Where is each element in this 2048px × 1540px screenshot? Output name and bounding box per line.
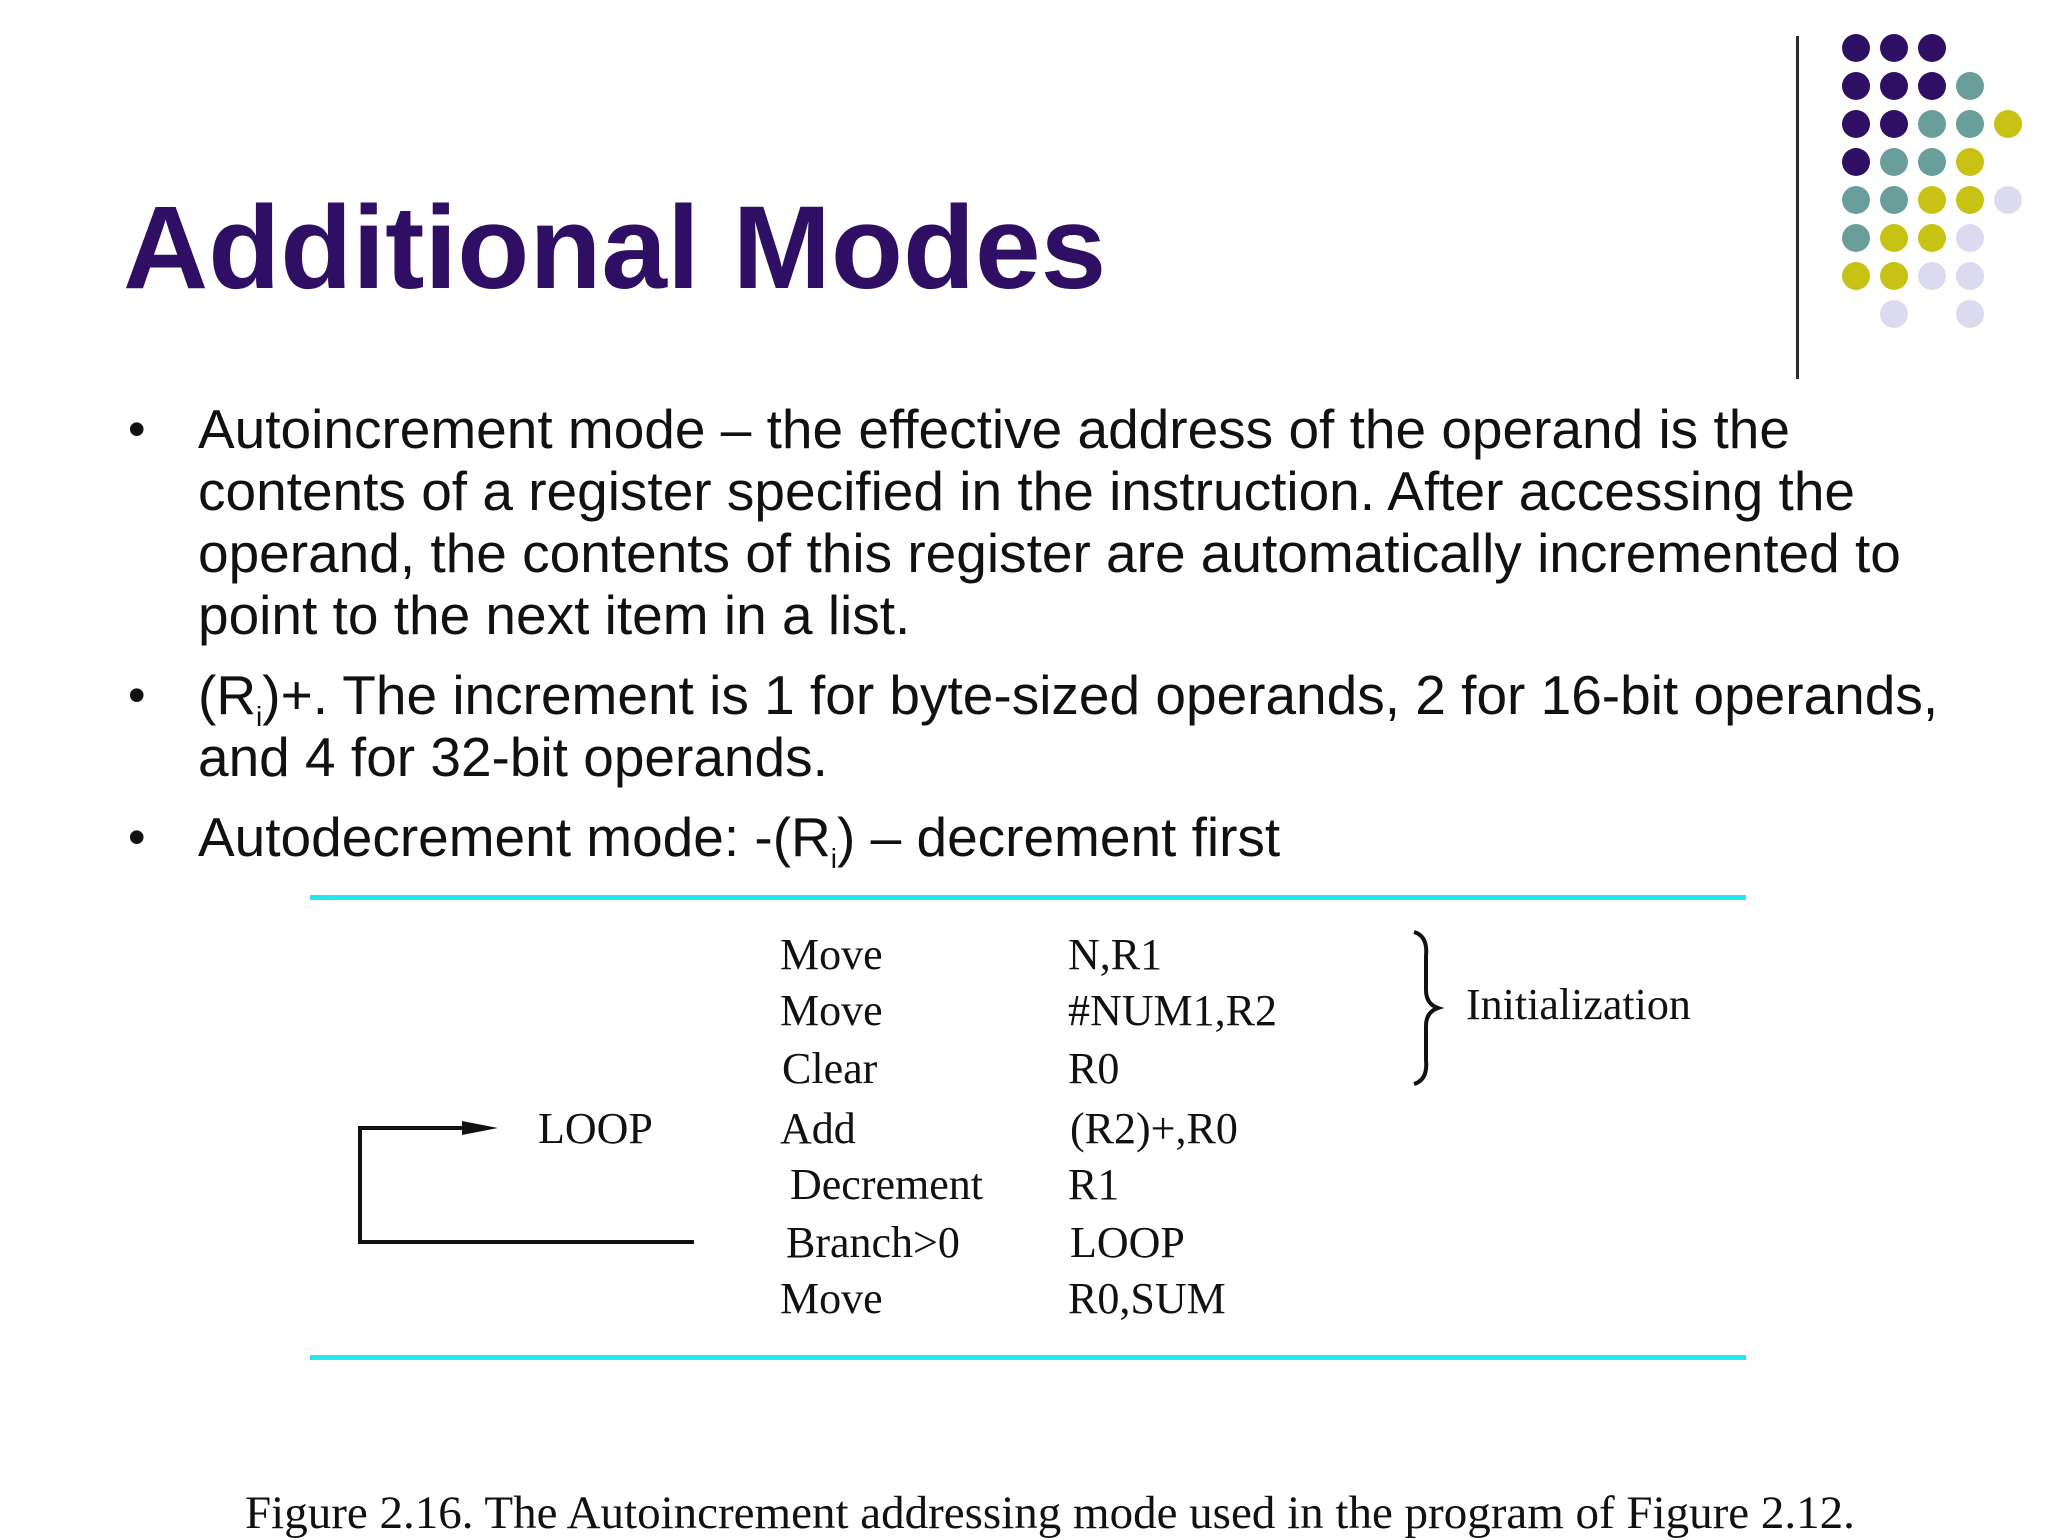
- instruction-op: Branch>0: [786, 1218, 960, 1267]
- dot-decoration: [1842, 224, 1870, 252]
- bullet-item: [120, 806, 1980, 874]
- dot-decoration: [1994, 186, 2022, 214]
- dot-decoration: [1918, 72, 1946, 100]
- dot-decoration: [1842, 72, 1870, 100]
- bullet-item: [120, 398, 1980, 646]
- dot-decoration: [1880, 186, 1908, 214]
- instruction-operand: #NUM1,R2: [1068, 986, 1278, 1035]
- dot-decoration: [1956, 300, 1984, 328]
- dot-decoration: [1880, 300, 1908, 328]
- instruction-operand: N,R1: [1068, 930, 1163, 979]
- dot-decoration: [1880, 110, 1908, 138]
- dot-decoration: [1880, 224, 1908, 252]
- dot-decoration: [1956, 110, 1984, 138]
- initialization-brace: [1414, 932, 1438, 1084]
- slide-title: Additional Modes: [123, 182, 1107, 314]
- dot-decoration: [1918, 262, 1946, 290]
- dot-decoration: [1918, 224, 1946, 252]
- brace-label: Initialization: [1466, 980, 1691, 1029]
- instruction-operand: R0,SUM: [1068, 1274, 1226, 1323]
- dot-decoration: [1880, 262, 1908, 290]
- instruction-op: Decrement: [790, 1160, 983, 1209]
- dot-decoration: [1842, 262, 1870, 290]
- dot-decoration: [1842, 110, 1870, 138]
- bullet-item: [120, 664, 1980, 788]
- dot-decoration: [1994, 110, 2022, 138]
- figure-caption: Figure 2.16. The Autoincrement addressing mode used in the program of Figure 2.12.: [245, 1487, 1855, 1539]
- decorative-divider: [1796, 36, 1799, 379]
- instruction-operand: LOOP: [1070, 1218, 1185, 1267]
- instruction-op: Move: [780, 930, 883, 979]
- dot-decoration: [1842, 148, 1870, 176]
- dot-decoration: [1918, 34, 1946, 62]
- dot-decoration: [1918, 148, 1946, 176]
- dot-decoration: [1956, 148, 1984, 176]
- dot-decoration: [1956, 186, 1984, 214]
- figure-bottom-rule: [310, 1355, 1746, 1360]
- dot-decoration: [1880, 72, 1908, 100]
- dot-decoration: [1842, 186, 1870, 214]
- bullet-text: $(R_i)+$. The increment is 1 for byte-sized operands, 2 for 16-bit operands, and 4 for 32-bit operands.: [198, 664, 1939, 788]
- dot-decoration: [1842, 34, 1870, 62]
- bullet-list: [120, 398, 1980, 886]
- loop-label: LOOP: [538, 1104, 653, 1153]
- dot-decoration: [1880, 34, 1908, 62]
- dot-decoration: [1956, 224, 1984, 252]
- bullet-text: Autodecrement mode: $-(R_i)$ – decrement first: [198, 806, 1281, 874]
- bullet-marker: •: [128, 667, 146, 723]
- figure-top-rule: [310, 895, 1746, 900]
- instruction-operand: (R2)+,R0: [1070, 1104, 1238, 1153]
- dot-decoration: [1880, 148, 1908, 176]
- instruction-op: Clear: [782, 1044, 878, 1093]
- instruction-operand: R1: [1068, 1160, 1120, 1209]
- instruction-operand: R0: [1068, 1044, 1120, 1093]
- dot-decoration: [1956, 72, 1984, 100]
- instruction-op: Move: [780, 1274, 883, 1323]
- dot-decoration: [1918, 110, 1946, 138]
- bullet-text: Autoincrement mode – the effective address of the operand is the contents of a register specified in the instruction. After accessing the operand, the contents of this register are automatically incremented to point to the next item in a list.: [198, 398, 1901, 646]
- loop-arrow-head: [462, 1121, 498, 1135]
- bullet-marker: •: [128, 401, 146, 457]
- dot-decoration: [1918, 186, 1946, 214]
- dot-decoration: [1956, 262, 1984, 290]
- instruction-op: Move: [780, 986, 883, 1035]
- instruction-op: Add: [780, 1104, 856, 1153]
- bullet-marker: •: [128, 809, 146, 865]
